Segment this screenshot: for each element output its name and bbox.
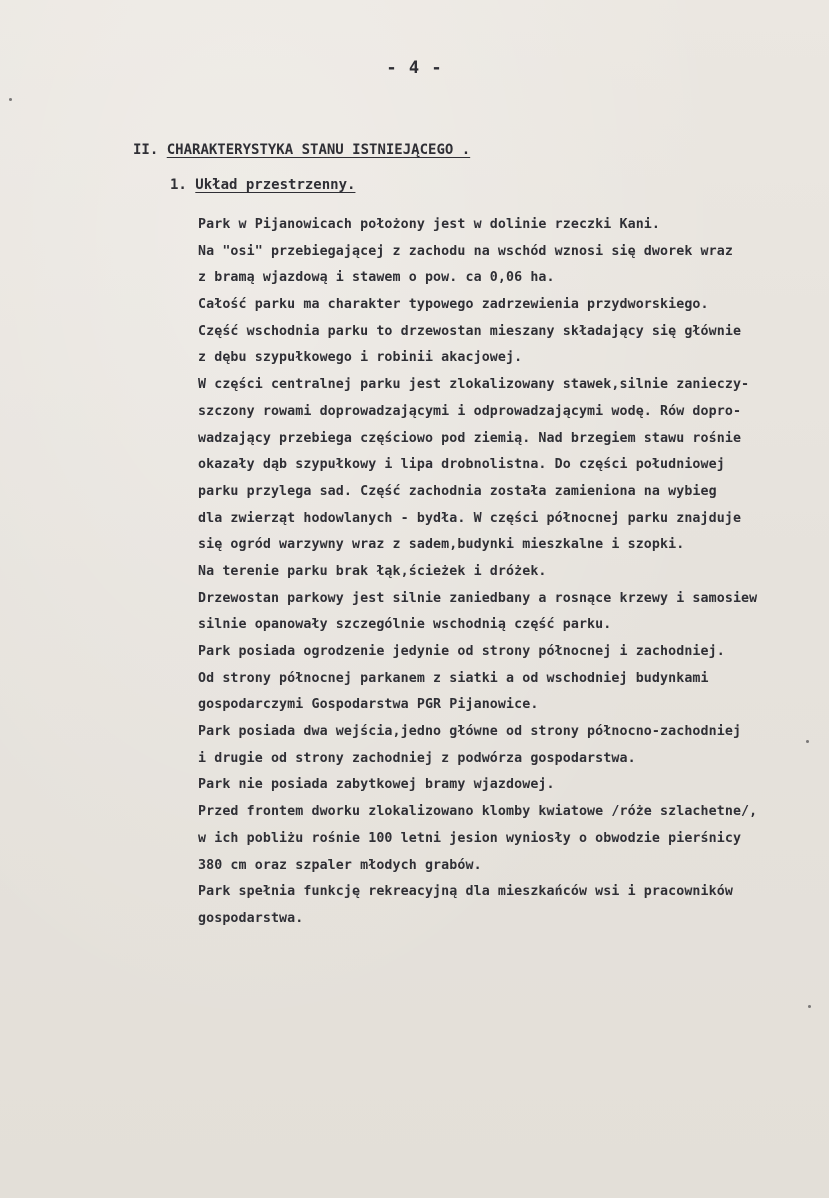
- body-text: [198, 212, 813, 933]
- page-number: - 4 -: [386, 58, 443, 78]
- text-line: Od strony północnej parkanem z siatki a od wschodniej budynkami: [198, 670, 709, 686]
- subsection-number: 1.: [170, 177, 187, 193]
- text-line: Park spełnia funkcję rekreacyjną dla mieszkańców wsi i pracowników: [198, 884, 733, 900]
- section-number: II.: [133, 142, 159, 158]
- text-line: z bramą wjazdową i stawem o pow. ca 0,06 ha.: [198, 270, 555, 286]
- subsection-title: Układ przestrzenny.: [195, 177, 356, 193]
- text-line: Park w Pijanowicach położony jest w dolinie rzeczki Kani.: [198, 217, 661, 232]
- text-line: i drugie od strony zachodniej z podwórza gospodarstwa.: [198, 750, 636, 766]
- text-line: Park posiada dwa wejścia,jedno główne od strony północno-zachodniej: [198, 724, 742, 740]
- text-line: dla zwierząt hodowlanych - bydła. W części północnej parku znajduje: [198, 510, 742, 526]
- text-line: silnie opanowały szczególnie wschodnią część parku.: [198, 617, 612, 633]
- text-line: się ogród warzywny wraz z sadem,budynki mieszkalne i szopki.: [198, 537, 685, 553]
- text-line: Park nie posiada zabytkowej bramy wjazdowej.: [198, 777, 555, 793]
- margin-mark: [808, 1005, 811, 1008]
- text-line: szczony rowami doprowadzającymi i odprowadzającymi wodę. Rów dopro-: [198, 403, 742, 419]
- text-line: W części centralnej parku jest zlokalizowany stawek,silnie zanieczy-: [198, 377, 750, 393]
- text-line: okazały dąb szypułkowy i lipa drobnolistna. Do części południowej: [198, 457, 725, 473]
- text-line: parku przylega sad. Część zachodnia została zamieniona na wybieg: [198, 483, 717, 499]
- margin-mark: [9, 98, 12, 101]
- text-line: gospodarczymi Gospodarstwa PGR Pijanowice.: [198, 697, 539, 713]
- text-line: Przed frontem dworku zlokalizowano klomby kwiatowe /róże szlachetne/,: [198, 804, 758, 820]
- text-line: w ich pobliżu rośnie 100 letni jesion wyniosły o obwodzie pierśnicy: [198, 830, 742, 846]
- text-line: Część wschodnia parku to drzewostan mieszany składający się głównie: [198, 323, 742, 339]
- text-line: Na terenie parku brak łąk,ścieżek i dróżek.: [198, 563, 547, 579]
- text-line: wadzający przebiega częściowo pod ziemią. Nad brzegiem stawu rośnie: [198, 430, 742, 446]
- text-line: Drzewostan parkowy jest silnie zaniedbany a rosnące krzewy i samosiew: [198, 590, 758, 606]
- text-line: Na "osi" przebiegającej z zachodu na wschód wznosi się dworek wraz: [198, 243, 733, 259]
- text-line: z dębu szypułkowego i robinii akacjowej.: [198, 350, 523, 366]
- text-line: 380 cm oraz szpaler młodych grabów.: [198, 857, 482, 873]
- subsection-heading: [170, 177, 355, 193]
- section-heading: [133, 142, 470, 158]
- section-title: CHARAKTERYSTYKA STANU ISTNIEJĄCEGO .: [166, 142, 471, 158]
- text-line: Całość parku ma charakter typowego zadrzewienia przydworskiego.: [198, 297, 709, 313]
- text-line: Park posiada ogrodzenie jedynie od strony północnej i zachodniej.: [198, 644, 725, 659]
- text-line: gospodarstwa.: [198, 910, 304, 926]
